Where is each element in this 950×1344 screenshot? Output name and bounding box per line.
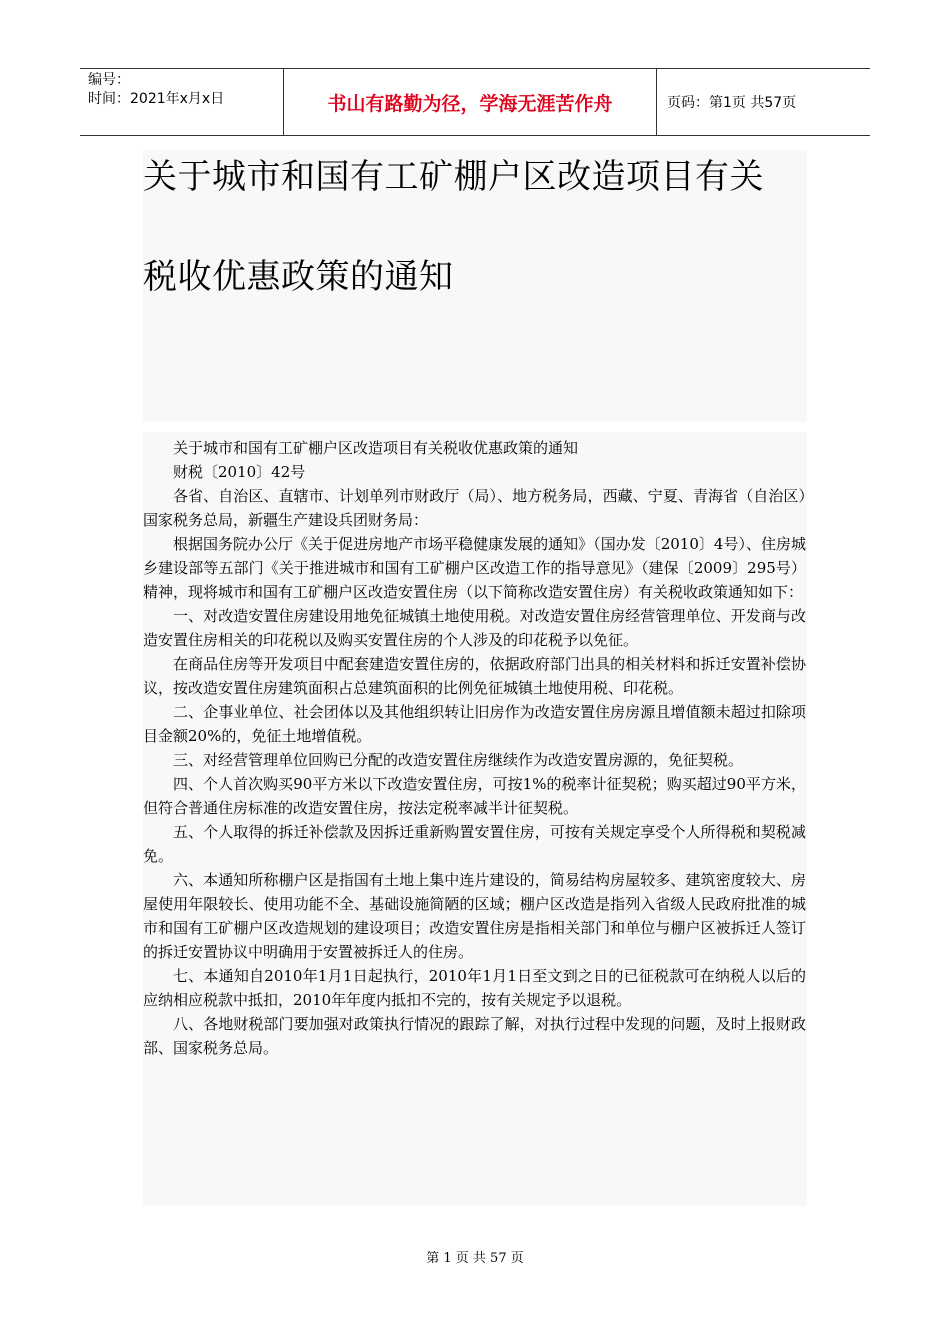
paragraph: 财税〔2010〕42号: [173, 463, 306, 481]
header-motto: 书山有路勤为径，学海无涯苦作舟: [283, 69, 657, 135]
paragraph: 四、个人首次购买90平方米以下改造安置住房，可按1%的税率计征契税；购买超过90平方米，但符合普通住房标准的改造安置住房，按法定税率减半计征契税。: [143, 775, 806, 817]
header-time: 时间：2021年x月x日: [88, 91, 225, 107]
paragraph: 三、对经营管理单位回购已分配的改造安置住房继续作为改造安置房源的，免征契税。: [173, 751, 744, 769]
header-number: 编号：: [88, 72, 130, 88]
paragraph: 六、本通知所称棚户区是指国有土地上集中连片建设的，简易结构房屋较多、建筑密度较大、房屋使用年限较长、使用功能不全、基础设施简陋的区域；棚户区改造是指列入省级人民政府批准的城市和国有工矿棚户区改造规划的建设项目；改造安置住房是指相关部门和单位与棚户区被拆迁人签订的拆迁安置协议中明确用于安置被拆迁人的住房。: [143, 871, 806, 961]
paragraph: 五、个人取得的拆迁补偿款及因拆迁重新购置安置住房，可按有关规定享受个人所得税和契税减免。: [143, 823, 806, 865]
document-body: [143, 436, 806, 1060]
page-header: [80, 68, 870, 136]
title-line-1: 关于城市和国有工矿棚户区改造项目有关: [143, 157, 764, 197]
title-line-2: 税收优惠政策的通知: [143, 257, 454, 297]
paragraph: 七、本通知自2010年1月1日起执行，2010年1月1日至文到之日的已征税款可在纳税人以后的应纳相应税款中抵扣，2010年年度内抵扣不完的，按有关规定予以退税。: [143, 967, 806, 1009]
header-page-info: 页码：第1页 共57页: [667, 95, 797, 111]
paragraph: 一、对改造安置住房建设用地免征城镇土地使用税。对改造安置住房经营管理单位、开发商与改造安置住房相关的印花税以及购买安置住房的个人涉及的印花税予以免征。: [143, 607, 806, 649]
header-meta: [80, 69, 283, 135]
paragraph: 各省、自治区、直辖市、计划单列市财政厅（局）、地方税务局，西藏、宁夏、青海省（自治区）国家税务总局，新疆生产建设兵团财务局：: [143, 487, 806, 529]
page-footer: 第 1 页 共 57 页: [426, 1251, 524, 1266]
paragraph: 根据国务院办公厅《关于促进房地产市场平稳健康发展的通知》（国办发〔2010〕4号）、住房城乡建设部等五部门《关于推进城市和国有工矿棚户区改造工作的指导意见》（建保〔2009〕295号）精神，现将城市和国有工矿棚户区改造安置住房（以下简称改造安置住房）有关税收政策通知如下：: [143, 535, 806, 601]
paragraph: 关于城市和国有工矿棚户区改造项目有关税收优惠政策的通知: [173, 439, 579, 457]
document-title: [143, 157, 823, 297]
paragraph: 八、各地财税部门要加强对政策执行情况的跟踪了解，对执行过程中发现的问题，及时上报财政部、国家税务总局。: [143, 1015, 806, 1057]
paragraph: 二、企事业单位、社会团体以及其他组织转让旧房作为改造安置住房房源且增值额未超过扣除项目金额20%的，免征土地增值税。: [143, 703, 806, 745]
paragraph: 在商品住房等开发项目中配套建造安置住房的，依据政府部门出具的相关材料和拆迁安置补偿协议，按改造安置住房建筑面积占总建筑面积的比例免征城镇土地使用税、印花税。: [143, 655, 806, 697]
